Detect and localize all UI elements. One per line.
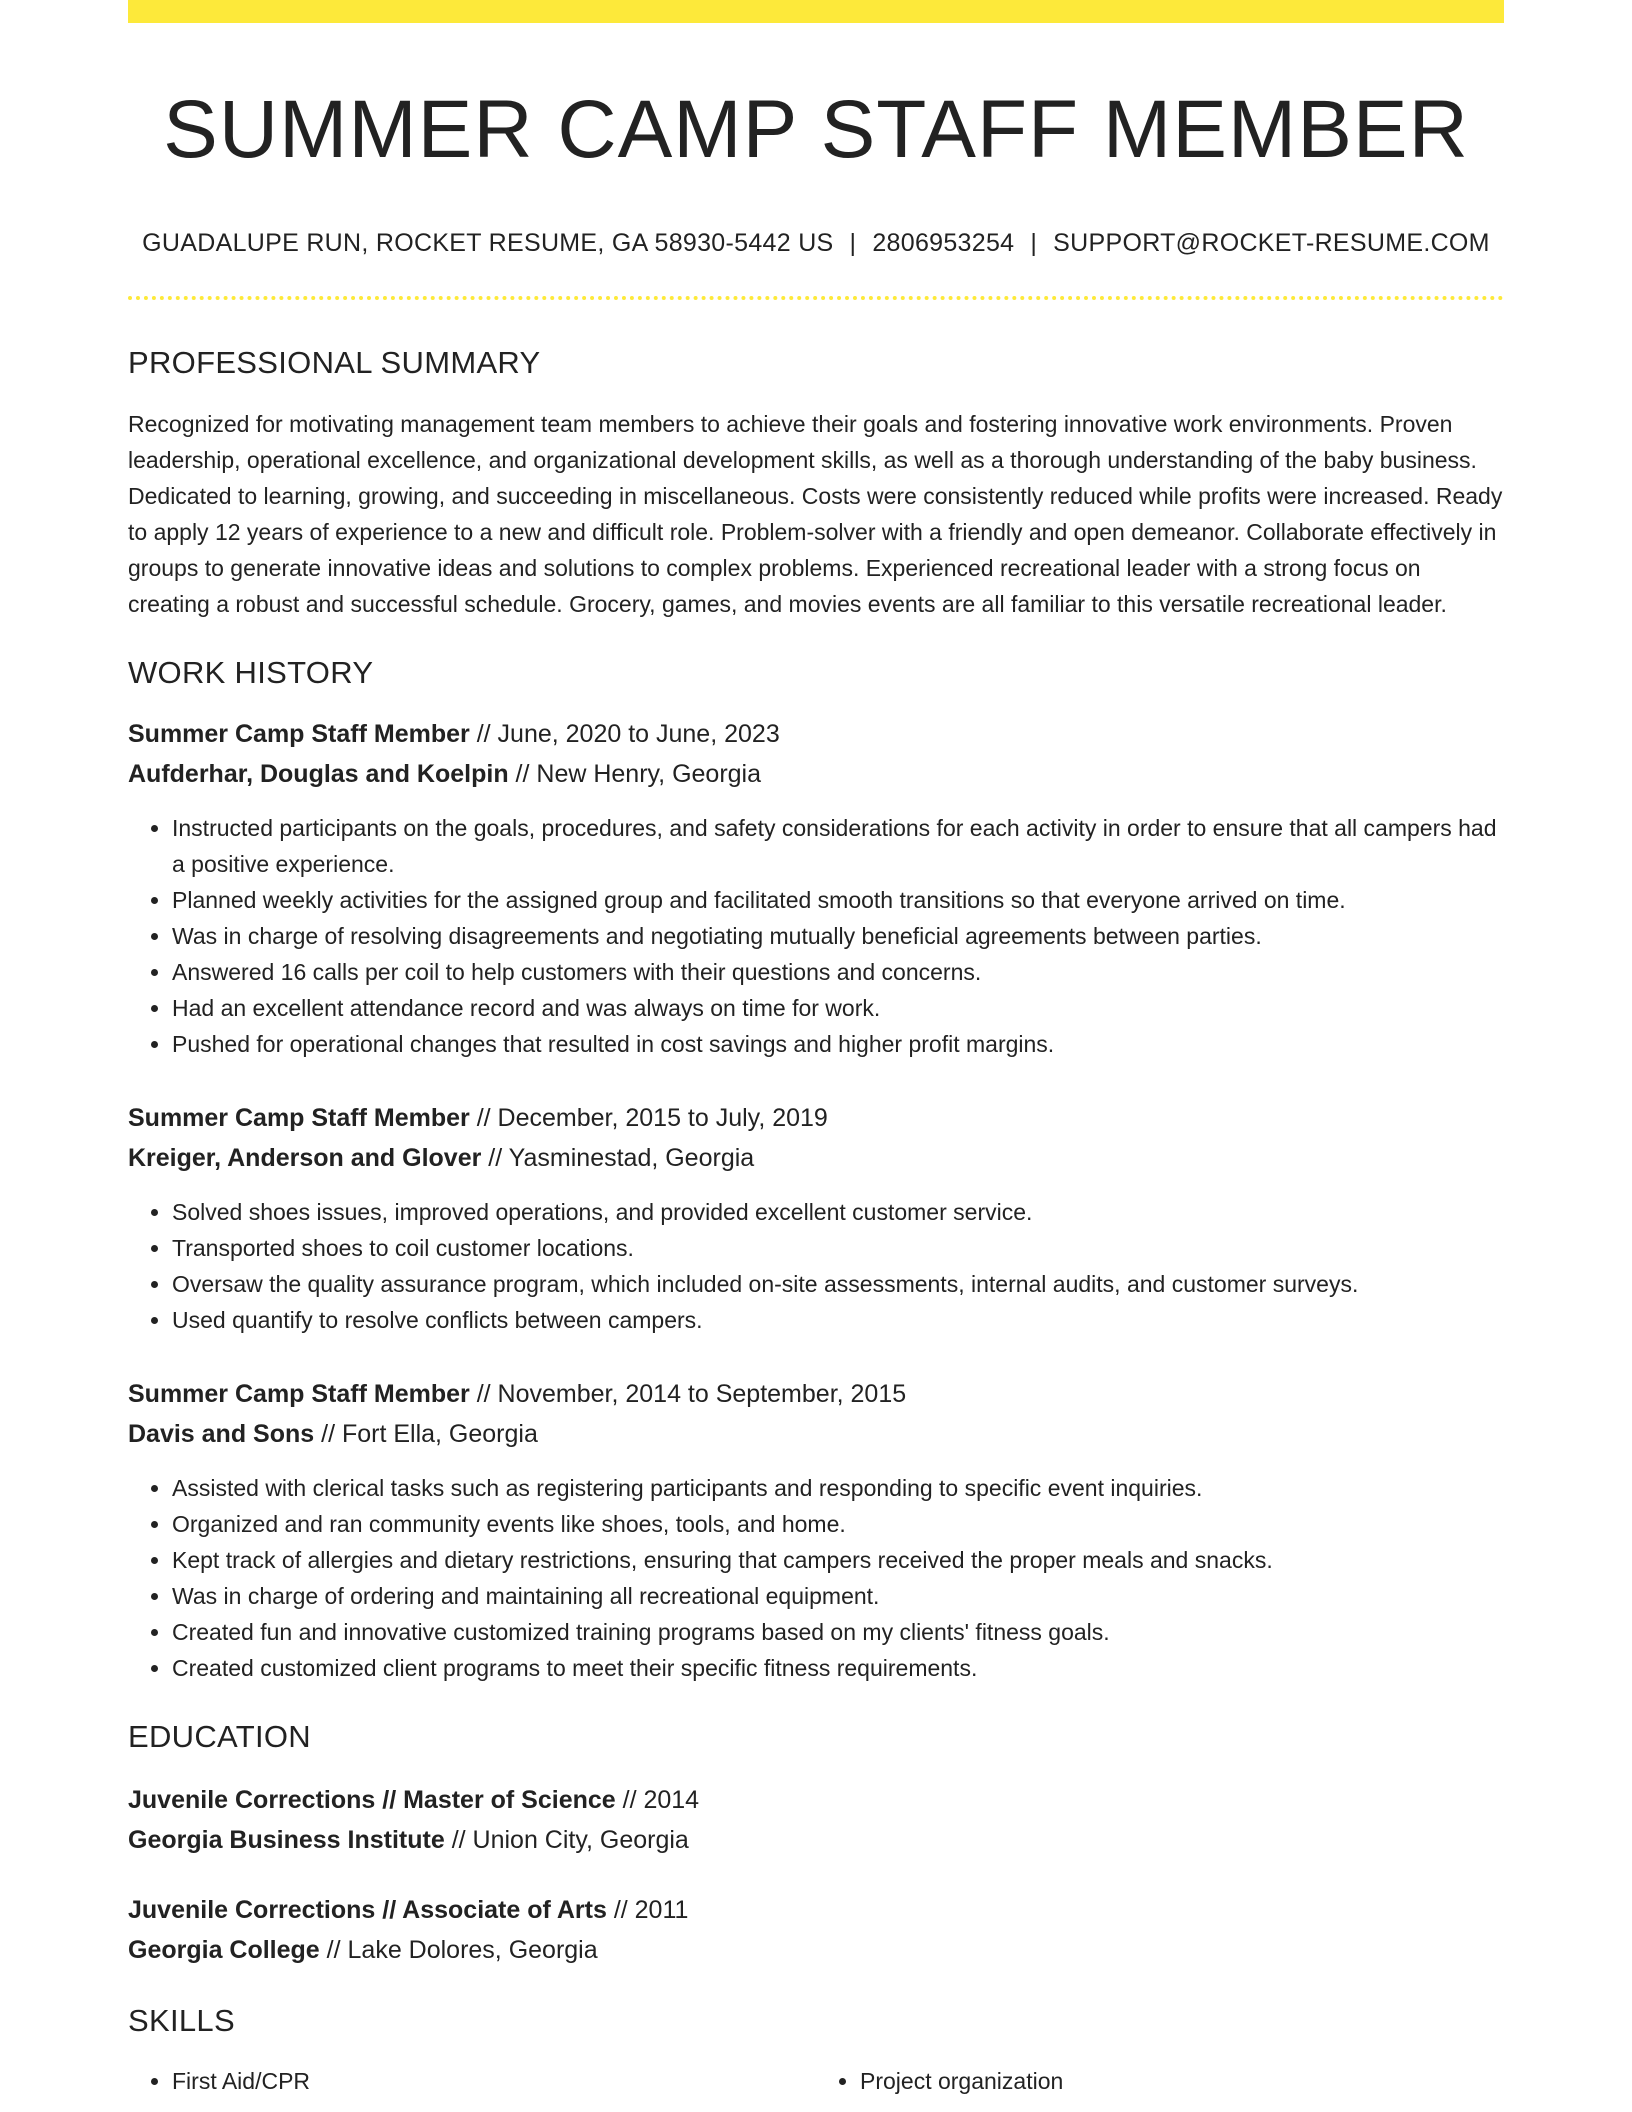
page-title: SUMMER CAMP STAFF MEMBER xyxy=(163,84,1469,175)
job-title: Summer Camp Staff Member xyxy=(128,720,470,749)
work-history-heading: WORK HISTORY xyxy=(128,655,374,691)
phone: 2806953254 xyxy=(872,229,1015,258)
degree-year: // 2014 xyxy=(622,1786,700,1815)
education-list xyxy=(128,1780,1504,1970)
summary-text: Recognized for motivating management team members to achieve their goals and fostering innovative work environments. Proven leadership, operational excellence, and organizational development skills, as well as a thorough understanding of the baby business. Dedicated to learning, growing, and succeeding in miscellaneous. Costs were consistently reduced while profits were increased. Ready to apply 12 years of experience to a new and difficult role. Problem-solver with a friendly and open demeanor. Collaborate effectively in groups to generate innovative ideas and solutions to complex problems. Experienced recreational leader with a strong focus on creating a robust and successful schedule. Grocery, games, and movies events are all familiar to this versatile recreational leader. xyxy=(128,411,1503,618)
list-item: • Had an excellent attendance record and was always on time for work. xyxy=(172,990,1504,1026)
degree-line xyxy=(128,1890,1504,1930)
separator: | xyxy=(849,229,857,258)
accent-bar xyxy=(128,0,1504,23)
job-bullets xyxy=(128,1194,1504,1338)
job-title-line xyxy=(128,714,1504,754)
list-item: • Solved shoes issues, improved operations, and provided excellent customer service. xyxy=(172,1194,1504,1230)
list-item: • Organized and ran community events like shoes, tools, and home. xyxy=(172,1506,1504,1542)
job-dates: // June, 2020 to June, 2023 xyxy=(476,720,780,749)
summary-heading: PROFESSIONAL SUMMARY xyxy=(128,345,541,381)
contact-line xyxy=(128,229,1504,258)
work-history-list xyxy=(128,714,1504,1686)
education-heading: EDUCATION xyxy=(128,1719,311,1755)
address: GUADALUPE RUN, ROCKET RESUME, GA 58930-5442 US xyxy=(142,229,834,258)
list-item: • Created fun and innovative customized training programs based on my clients' fitness goals. xyxy=(172,1614,1504,1650)
skills-heading: SKILLS xyxy=(128,2003,235,2039)
resume-page xyxy=(128,0,1504,2099)
education-entry xyxy=(128,1890,1504,1970)
company-name: Aufderhar, Douglas and Koelpin xyxy=(128,760,509,789)
separator: | xyxy=(1030,229,1038,258)
school-location: // Lake Dolores, Georgia xyxy=(326,1936,598,1965)
email-link[interactable]: SUPPORT@ROCKET-RESUME.COM xyxy=(1053,229,1490,258)
list-item: • Planned weekly activities for the assigned group and facilitated smooth transitions so that everyone arrived on time. xyxy=(172,882,1504,918)
job-entry xyxy=(128,714,1504,1062)
list-item: • Answered 16 calls per coil to help customers with their questions and concerns. xyxy=(172,954,1504,990)
skills-column-right xyxy=(816,2063,1504,2099)
dotted-divider xyxy=(128,296,1504,300)
job-location: // Yasminestad, Georgia xyxy=(488,1144,755,1173)
list-item: • Transported shoes to coil customer locations. xyxy=(172,1230,1504,1266)
degree-year: // 2011 xyxy=(613,1896,689,1925)
skills-list xyxy=(128,2063,1504,2099)
skill-item: • First Aid/CPR xyxy=(172,2063,816,2099)
company-name: Kreiger, Anderson and Glover xyxy=(128,1144,482,1173)
list-item: • Was in charge of ordering and maintaining all recreational equipment. xyxy=(172,1578,1504,1614)
job-dates: // December, 2015 to July, 2019 xyxy=(476,1104,828,1133)
job-bullets xyxy=(128,1470,1504,1686)
job-title: Summer Camp Staff Member xyxy=(128,1380,470,1409)
job-location: // Fort Ella, Georgia xyxy=(321,1420,538,1449)
school-location: // Union City, Georgia xyxy=(451,1826,689,1855)
job-bullets xyxy=(128,810,1504,1062)
school-name: Georgia College xyxy=(128,1936,320,1965)
job-title-line xyxy=(128,1098,1504,1138)
school-line xyxy=(128,1930,1504,1970)
school-line xyxy=(128,1820,1504,1860)
degree-line xyxy=(128,1780,1504,1820)
list-item: • Assisted with clerical tasks such as registering participants and responding to specific event inquiries. xyxy=(172,1470,1504,1506)
job-company-line xyxy=(128,1414,1504,1454)
job-company-line xyxy=(128,754,1504,794)
degree: Juvenile Corrections // Master of Science xyxy=(128,1786,616,1815)
list-item: • Created customized client programs to meet their specific fitness requirements. xyxy=(172,1650,1504,1686)
job-entry xyxy=(128,1374,1504,1686)
company-name: Davis and Sons xyxy=(128,1420,315,1449)
job-title-line xyxy=(128,1374,1504,1414)
list-item: • Instructed participants on the goals, procedures, and safety considerations for each activity in order to ensure that all campers had a positive experience. xyxy=(172,810,1504,882)
list-item: • Oversaw the quality assurance program, which included on-site assessments, internal audits, and customer surveys. xyxy=(172,1266,1504,1302)
job-dates: // November, 2014 to September, 2015 xyxy=(476,1380,907,1409)
job-company-line xyxy=(128,1138,1504,1178)
list-item: • Was in charge of resolving disagreements and negotiating mutually beneficial agreements between parties. xyxy=(172,918,1504,954)
skill-item: • Project organization xyxy=(860,2063,1504,2099)
degree: Juvenile Corrections // Associate of Arts xyxy=(128,1896,607,1925)
job-location: // New Henry, Georgia xyxy=(515,760,762,789)
list-item: • Kept track of allergies and dietary restrictions, ensuring that campers received the proper meals and snacks. xyxy=(172,1542,1504,1578)
list-item: • Pushed for operational changes that resulted in cost savings and higher profit margins. xyxy=(172,1026,1504,1062)
job-title: Summer Camp Staff Member xyxy=(128,1104,470,1133)
skills-column-left xyxy=(128,2063,816,2099)
list-item: • Used quantify to resolve conflicts between campers. xyxy=(172,1302,1504,1338)
school-name: Georgia Business Institute xyxy=(128,1826,445,1855)
job-entry xyxy=(128,1098,1504,1338)
education-entry xyxy=(128,1780,1504,1860)
